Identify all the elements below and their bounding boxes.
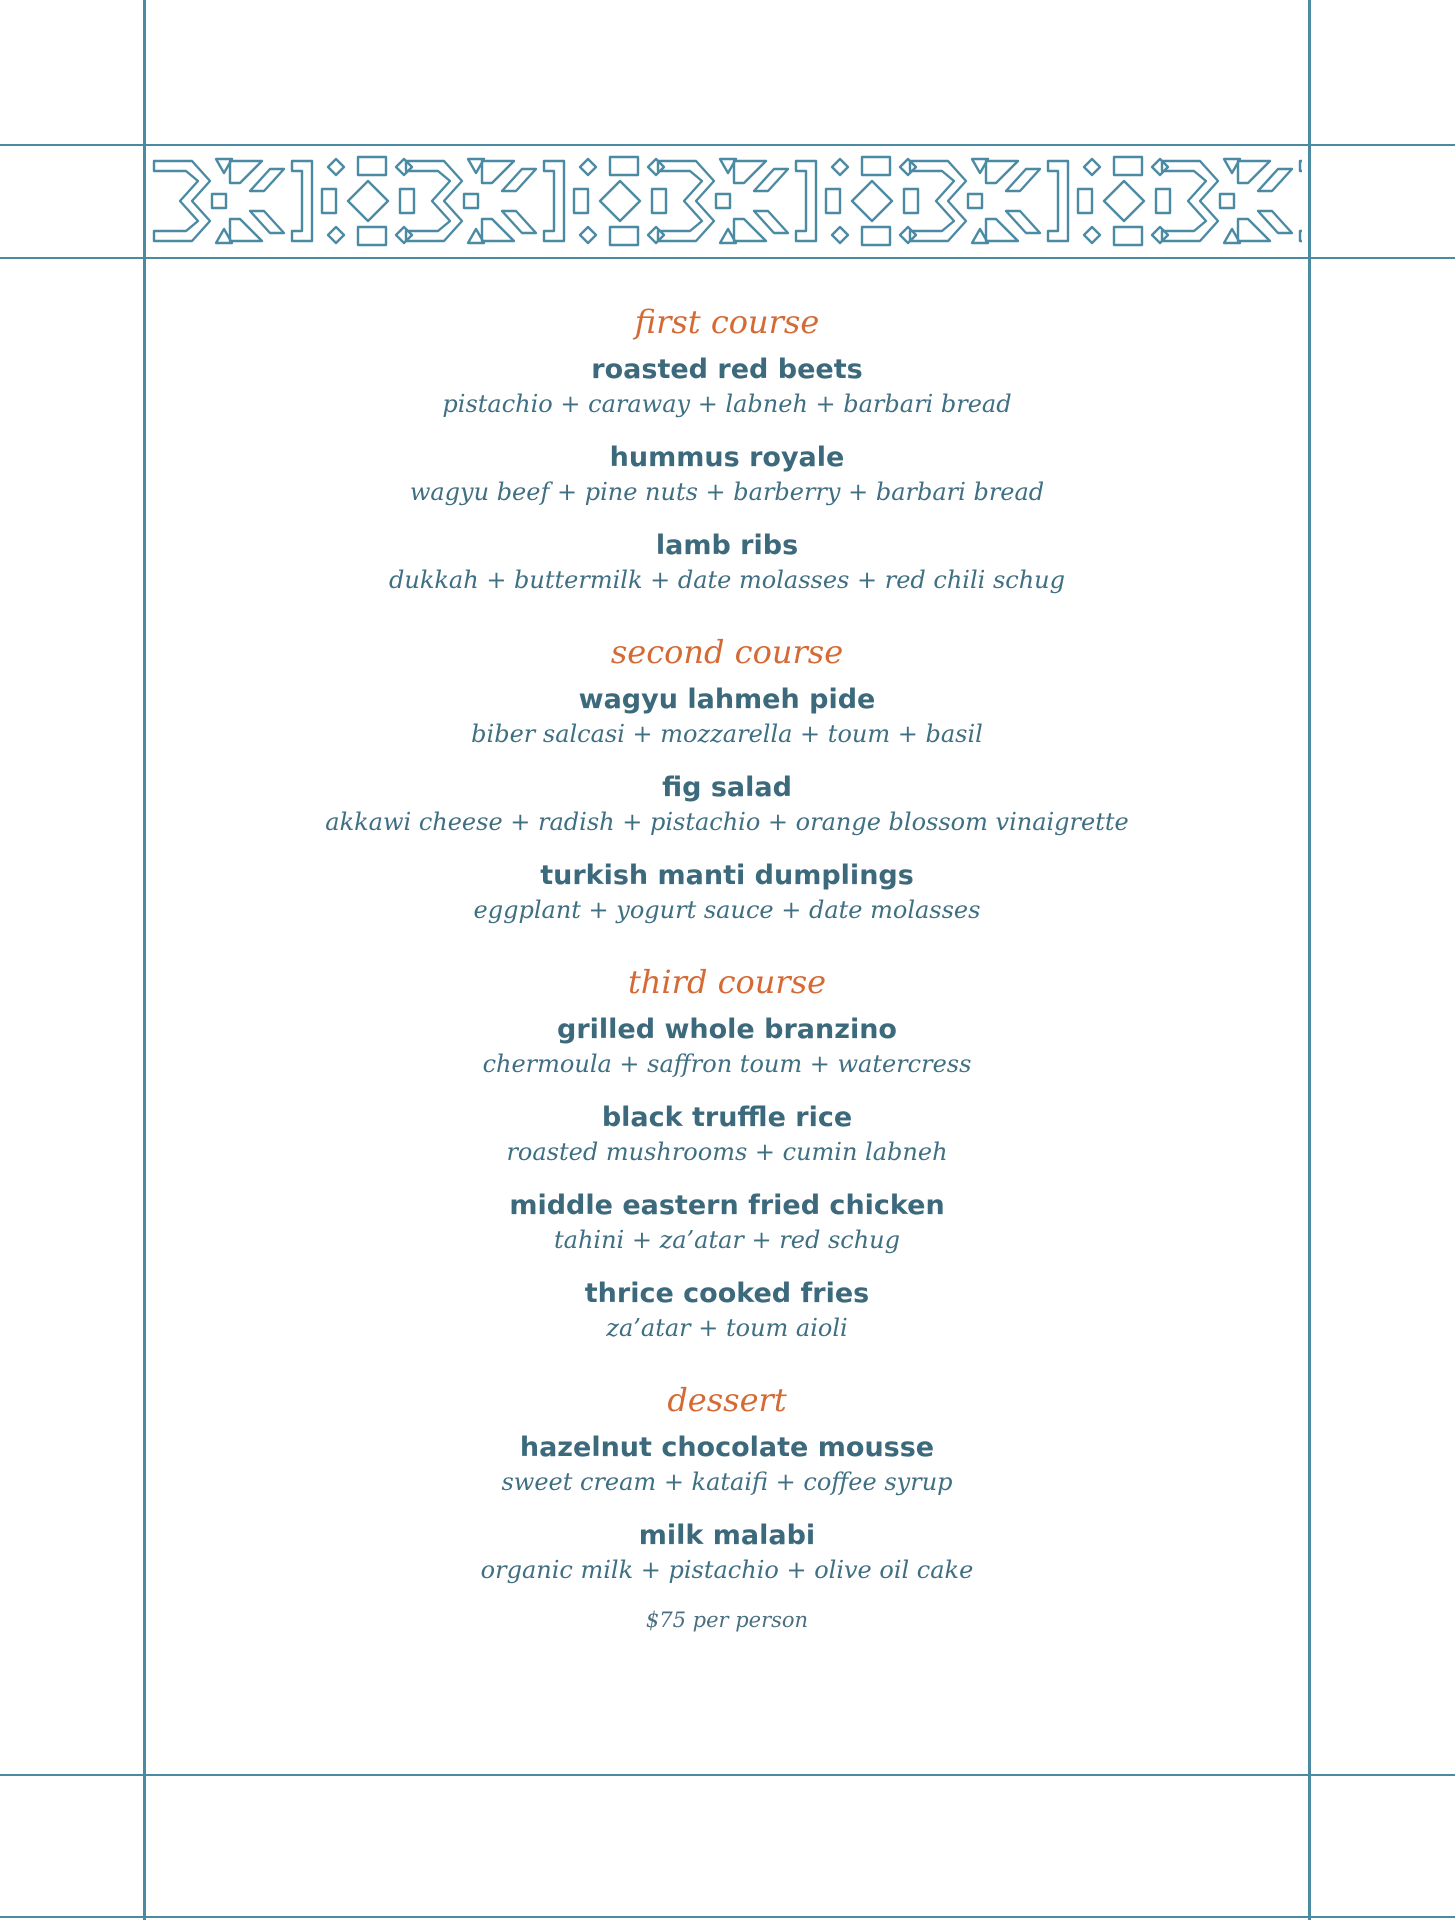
item-description: organic milk + pistachio + olive oil cake [480, 1556, 974, 1584]
menu [146, 300, 1308, 1668]
menu-item [146, 1276, 1308, 1344]
menu-item [146, 440, 1308, 508]
course-title: second course [610, 633, 844, 671]
item-description: pistachio + caraway + labneh + barbari bread [442, 390, 1012, 418]
item-name: hazelnut chocolate mousse [519, 1432, 935, 1463]
item-description: za’atar + toum aioli [606, 1314, 848, 1342]
menu-item [146, 1188, 1308, 1256]
course-title: dessert [667, 1381, 787, 1419]
item-description: eggplant + yogurt sauce + date molasses [473, 896, 981, 924]
menu-item [146, 1012, 1308, 1080]
course-title: third course [627, 963, 827, 1001]
menu-item [146, 682, 1308, 750]
item-name: black truffle rice [601, 1102, 853, 1133]
course-second [146, 630, 1308, 926]
course-title: first course [634, 303, 820, 341]
item-name: wagyu lahmeh pide [578, 684, 876, 715]
frame-line-top [0, 144, 1455, 146]
frame-line-lower [0, 1774, 1455, 1776]
item-name: thrice cooked fries [584, 1278, 870, 1309]
item-name: turkish manti dumplings [540, 860, 914, 891]
course-first [146, 300, 1308, 596]
menu-item [146, 528, 1308, 596]
item-description: dukkah + buttermilk + date molasses + red chili schug [389, 566, 1065, 594]
frame-line-right [1308, 0, 1311, 1920]
menu-item [146, 1100, 1308, 1168]
frame-line-under-pattern [0, 257, 1455, 259]
item-description: tahini + za’atar + red schug [554, 1226, 900, 1254]
menu-item [146, 770, 1308, 838]
item-description: chermoula + saffron toum + watercress [482, 1050, 972, 1078]
item-name: lamb ribs [655, 530, 799, 561]
item-name: middle eastern fried chicken [509, 1190, 945, 1221]
item-name: fig salad [662, 772, 792, 803]
menu-item [146, 858, 1308, 926]
course-dessert [146, 1378, 1308, 1634]
menu-item [146, 1518, 1308, 1586]
item-name: grilled whole branzino [557, 1014, 897, 1045]
item-description: sweet cream + kataifi + coffee syrup [501, 1468, 953, 1496]
menu-item [146, 1430, 1308, 1498]
item-description: akkawi cheese + radish + pistachio + orange blossom vinaigrette [325, 808, 1129, 836]
item-name: roasted red beets [591, 354, 863, 385]
menu-item [146, 352, 1308, 420]
item-description: wagyu beef + pine nuts + barberry + barbari bread [409, 478, 1045, 506]
item-name: hummus royale [609, 442, 845, 473]
frame-line-bottom [0, 1916, 1455, 1918]
decorative-pattern-band [152, 151, 1302, 251]
item-name: milk malabi [638, 1520, 816, 1551]
course-third [146, 960, 1308, 1344]
item-description: biber salcasi + mozzarella + toum + basil [471, 720, 983, 748]
price-per-person: $75 per person [645, 1608, 809, 1632]
item-description: roasted mushrooms + cumin labneh [506, 1138, 948, 1166]
